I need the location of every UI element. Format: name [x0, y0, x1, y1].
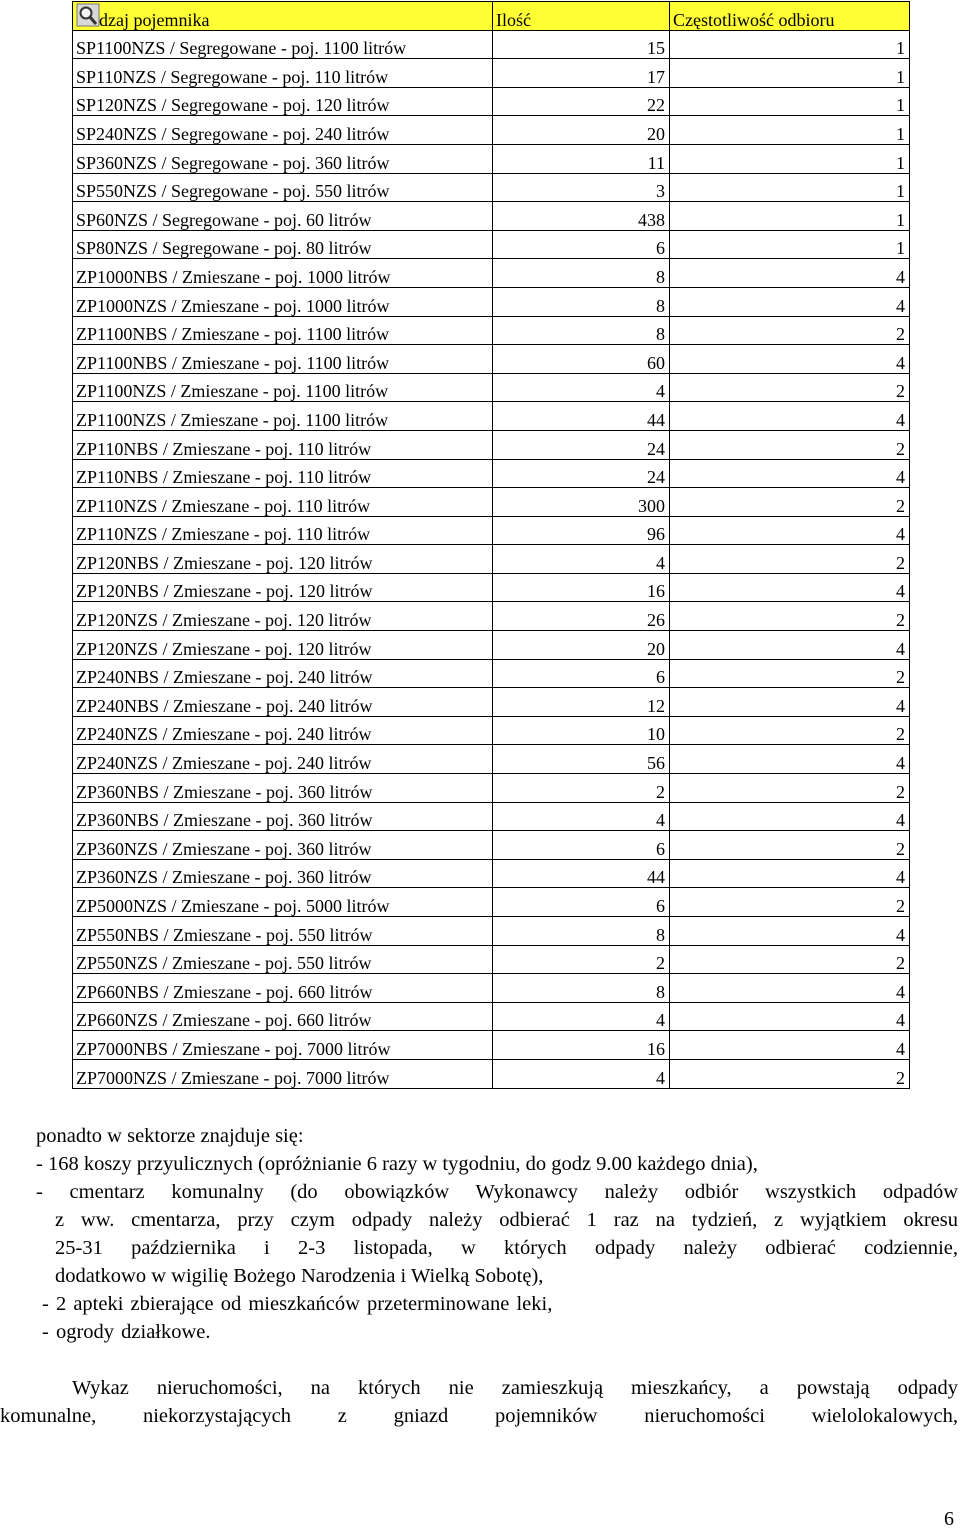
intro-text: ponadto w sektorze znajduje się:	[36, 1125, 304, 1147]
table-row	[73, 59, 910, 88]
cell-quantity: 26	[493, 602, 670, 631]
cell-frequency: 2	[670, 316, 910, 345]
cell-container-type: SP110NZS / Segregowane - poj. 110 litrów	[73, 59, 493, 88]
cell-container-type: SP550NZS / Segregowane - poj. 550 litrów	[73, 173, 493, 202]
cell-frequency: 1	[670, 144, 910, 173]
table-row	[73, 516, 910, 545]
cell-quantity: 60	[493, 345, 670, 374]
table-row	[73, 917, 910, 946]
cell-container-type: ZP110NZS / Zmieszane - poj. 110 litrów	[73, 516, 493, 545]
table-row	[73, 287, 910, 316]
cell-quantity: 44	[493, 859, 670, 888]
list-item-continuation: z ww. cmentarza, przy czym odpady należy odbierać 1 raz na tydzień, z wyjątkiem okresu	[55, 1209, 958, 1231]
table-row	[73, 87, 910, 116]
table-row	[73, 745, 910, 774]
containers-table	[72, 1, 910, 1089]
cell-container-type: ZP1100NZS / Zmieszane - poj. 1100 litrów	[73, 373, 493, 402]
cell-frequency: 4	[670, 745, 910, 774]
cell-quantity: 4	[493, 1002, 670, 1031]
cell-frequency: 4	[670, 259, 910, 288]
cell-quantity: 6	[493, 659, 670, 688]
cell-container-type: ZP1100NZS / Zmieszane - poj. 1100 litrów	[73, 402, 493, 431]
cell-quantity: 44	[493, 402, 670, 431]
cell-frequency: 4	[670, 688, 910, 717]
cell-frequency: 2	[670, 888, 910, 917]
magnifier-icon	[76, 3, 100, 27]
list-item-continuation: dodatkowo w wigilię Bożego Narodzenia i Wielką Sobotę),	[55, 1265, 544, 1287]
cell-frequency: 1	[670, 87, 910, 116]
cell-quantity: 20	[493, 116, 670, 145]
cell-frequency: 1	[670, 173, 910, 202]
table-row	[73, 402, 910, 431]
table-row	[73, 1031, 910, 1060]
cell-quantity: 56	[493, 745, 670, 774]
cell-frequency: 4	[670, 345, 910, 374]
table-row	[73, 974, 910, 1003]
cell-frequency: 4	[670, 917, 910, 946]
cell-quantity: 16	[493, 573, 670, 602]
cell-container-type: ZP240NBS / Zmieszane - poj. 240 litrów	[73, 688, 493, 717]
cell-quantity: 16	[493, 1031, 670, 1060]
cell-container-type: SP1100NZS / Segregowane - poj. 1100 litrów	[73, 30, 493, 59]
cell-container-type: ZP360NBS / Zmieszane - poj. 360 litrów	[73, 774, 493, 803]
cell-quantity: 6	[493, 888, 670, 917]
cell-quantity: 3	[493, 173, 670, 202]
cell-quantity: 22	[493, 87, 670, 116]
list-item: - cmentarz komunalny (do obowiązków Wykonawcy należy odbiór wszystkich odpadów	[36, 1181, 958, 1203]
cell-container-type: ZP110NBS / Zmieszane - poj. 110 litrów	[73, 459, 493, 488]
cell-container-type: ZP5000NZS / Zmieszane - poj. 5000 litrów	[73, 888, 493, 917]
cell-quantity: 17	[493, 59, 670, 88]
cell-frequency: 4	[670, 516, 910, 545]
table-row	[73, 459, 910, 488]
header-container-type: dzaj pojemnika	[73, 2, 493, 31]
table-row	[73, 602, 910, 631]
cell-container-type: ZP120NBS / Zmieszane - poj. 120 litrów	[73, 545, 493, 574]
header-frequency: Częstotliwość odbioru	[670, 2, 910, 31]
cell-container-type: SP360NZS / Segregowane - poj. 360 litrów	[73, 144, 493, 173]
table-row	[73, 659, 910, 688]
table-row	[73, 30, 910, 59]
table-row	[73, 888, 910, 917]
cell-container-type: SP120NZS / Segregowane - poj. 120 litrów	[73, 87, 493, 116]
cell-quantity: 2	[493, 945, 670, 974]
table-row	[73, 573, 910, 602]
cell-quantity: 300	[493, 488, 670, 517]
table-row	[73, 345, 910, 374]
cell-quantity: 6	[493, 230, 670, 259]
cell-container-type: SP60NZS / Segregowane - poj. 60 litrów	[73, 202, 493, 231]
cell-frequency: 4	[670, 1031, 910, 1060]
cell-frequency: 2	[670, 373, 910, 402]
cell-container-type: ZP360NZS / Zmieszane - poj. 360 litrów	[73, 859, 493, 888]
table-row	[73, 488, 910, 517]
cell-frequency: 4	[670, 402, 910, 431]
cell-frequency: 2	[670, 774, 910, 803]
cell-container-type: ZP1100NBS / Zmieszane - poj. 1100 litrów	[73, 316, 493, 345]
cell-frequency: 4	[670, 802, 910, 831]
cell-container-type: ZP1000NBS / Zmieszane - poj. 1000 litrów	[73, 259, 493, 288]
cell-frequency: 2	[670, 716, 910, 745]
table-row	[73, 802, 910, 831]
table-row	[73, 945, 910, 974]
cell-quantity: 4	[493, 545, 670, 574]
table-row	[73, 831, 910, 860]
table-row	[73, 430, 910, 459]
cell-frequency: 2	[670, 602, 910, 631]
cell-quantity: 96	[493, 516, 670, 545]
cell-container-type: ZP7000NZS / Zmieszane - poj. 7000 litrów	[73, 1059, 493, 1088]
cell-quantity: 8	[493, 316, 670, 345]
table-row	[73, 1002, 910, 1031]
page-number: 6	[944, 1508, 954, 1530]
paragraph-line: komunalne, niekorzystających z gniazd pojemników nieruchomości wielolokalowych,	[0, 1405, 958, 1427]
cell-container-type: ZP360NBS / Zmieszane - poj. 360 litrów	[73, 802, 493, 831]
cell-quantity: 15	[493, 30, 670, 59]
cell-quantity: 4	[493, 373, 670, 402]
cell-quantity: 6	[493, 831, 670, 860]
cell-frequency: 2	[670, 545, 910, 574]
cell-container-type: ZP120NZS / Zmieszane - poj. 120 litrów	[73, 602, 493, 631]
cell-quantity: 20	[493, 631, 670, 660]
table-row	[73, 202, 910, 231]
cell-container-type: ZP110NBS / Zmieszane - poj. 110 litrów	[73, 430, 493, 459]
cell-quantity: 8	[493, 287, 670, 316]
cell-frequency: 1	[670, 230, 910, 259]
cell-frequency: 1	[670, 202, 910, 231]
table-row	[73, 373, 910, 402]
cell-container-type: ZP110NZS / Zmieszane - poj. 110 litrów	[73, 488, 493, 517]
cell-frequency: 4	[670, 974, 910, 1003]
cell-container-type: ZP7000NBS / Zmieszane - poj. 7000 litrów	[73, 1031, 493, 1060]
cell-frequency: 2	[670, 831, 910, 860]
cell-quantity: 8	[493, 974, 670, 1003]
cell-container-type: SP80NZS / Segregowane - poj. 80 litrów	[73, 230, 493, 259]
cell-quantity: 8	[493, 917, 670, 946]
table-row	[73, 173, 910, 202]
cell-container-type: SP240NZS / Segregowane - poj. 240 litrów	[73, 116, 493, 145]
cell-container-type: ZP660NZS / Zmieszane - poj. 660 litrów	[73, 1002, 493, 1031]
cell-frequency: 4	[670, 287, 910, 316]
cell-quantity: 4	[493, 802, 670, 831]
list-item: - ogrody działkowe.	[42, 1321, 211, 1343]
table-row	[73, 144, 910, 173]
cell-container-type: ZP550NZS / Zmieszane - poj. 550 litrów	[73, 945, 493, 974]
cell-container-type: ZP120NZS / Zmieszane - poj. 120 litrów	[73, 631, 493, 660]
list-item: - 2 apteki zbierające od mieszkańców przeterminowane leki,	[42, 1293, 553, 1315]
cell-quantity: 438	[493, 202, 670, 231]
cell-frequency: 4	[670, 573, 910, 602]
table-header-row	[73, 2, 910, 31]
list-item-continuation: 25-31 października i 2-3 listopada, w których odpady należy odbierać codziennie,	[55, 1237, 958, 1259]
cell-quantity: 8	[493, 259, 670, 288]
table-row	[73, 688, 910, 717]
cell-container-type: ZP1100NBS / Zmieszane - poj. 1100 litrów	[73, 345, 493, 374]
cell-quantity: 24	[493, 430, 670, 459]
table-row	[73, 631, 910, 660]
list-item: - 168 koszy przyulicznych (opróżnianie 6 razy w tygodniu, do godz 9.00 każdego dnia),	[36, 1153, 758, 1175]
cell-container-type: ZP240NZS / Zmieszane - poj. 240 litrów	[73, 745, 493, 774]
cell-frequency: 4	[670, 631, 910, 660]
table-row	[73, 259, 910, 288]
cell-container-type: ZP360NZS / Zmieszane - poj. 360 litrów	[73, 831, 493, 860]
header-quantity: Ilość	[493, 2, 670, 31]
table-row	[73, 774, 910, 803]
cell-quantity: 11	[493, 144, 670, 173]
cell-quantity: 10	[493, 716, 670, 745]
table-row	[73, 716, 910, 745]
table-row	[73, 116, 910, 145]
cell-container-type: ZP240NZS / Zmieszane - poj. 240 litrów	[73, 716, 493, 745]
cell-container-type: ZP550NBS / Zmieszane - poj. 550 litrów	[73, 917, 493, 946]
cell-frequency: 4	[670, 459, 910, 488]
paragraph-line: Wykaz nieruchomości, na których nie zamieszkują mieszkańcy, a powstają odpady	[72, 1377, 958, 1399]
cell-quantity: 12	[493, 688, 670, 717]
table-row	[73, 230, 910, 259]
cell-container-type: ZP660NBS / Zmieszane - poj. 660 litrów	[73, 974, 493, 1003]
table-row	[73, 1059, 910, 1088]
cell-container-type: ZP1000NZS / Zmieszane - poj. 1000 litrów	[73, 287, 493, 316]
table-row	[73, 859, 910, 888]
table-row	[73, 545, 910, 574]
cell-frequency: 2	[670, 945, 910, 974]
cell-container-type: ZP120NBS / Zmieszane - poj. 120 litrów	[73, 573, 493, 602]
cell-container-type: ZP240NBS / Zmieszane - poj. 240 litrów	[73, 659, 493, 688]
cell-frequency: 2	[670, 430, 910, 459]
cell-frequency: 2	[670, 1059, 910, 1088]
cell-frequency: 1	[670, 59, 910, 88]
cell-quantity: 24	[493, 459, 670, 488]
table-row	[73, 316, 910, 345]
cell-frequency: 4	[670, 1002, 910, 1031]
cell-frequency: 1	[670, 30, 910, 59]
cell-frequency: 2	[670, 659, 910, 688]
cell-frequency: 2	[670, 488, 910, 517]
cell-quantity: 2	[493, 774, 670, 803]
cell-frequency: 1	[670, 116, 910, 145]
cell-quantity: 4	[493, 1059, 670, 1088]
cell-frequency: 4	[670, 859, 910, 888]
